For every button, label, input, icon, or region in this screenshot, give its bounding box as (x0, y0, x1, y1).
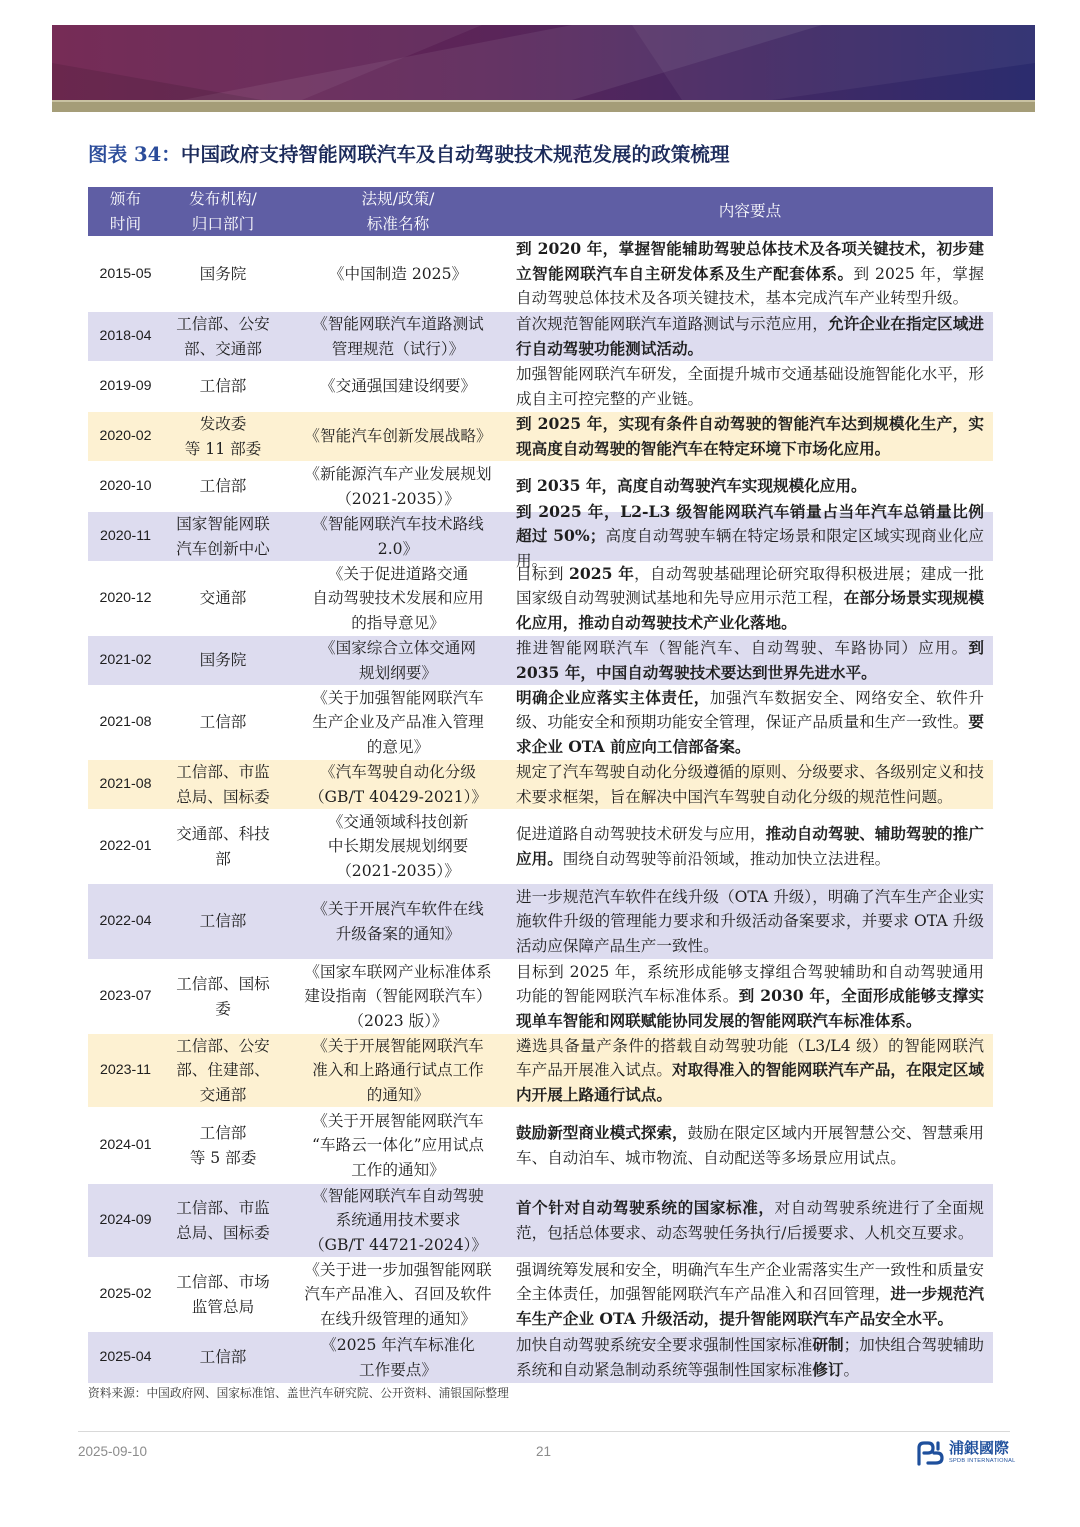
key-content-cell (513, 362, 993, 411)
issuer-cell (163, 636, 283, 685)
policy-name: 《中国制造 2025》 (328, 264, 468, 283)
brand-logo (916, 1439, 1016, 1467)
key-content-segment: 鼓励在限定区域内开展智慧公交、智慧乘用车、自动泊车、城市物流、自动配送等多场景应用试点。 (516, 1123, 984, 1167)
brand-name-english: SPDB INTERNATIONAL (949, 1458, 1016, 1464)
table-row (88, 412, 993, 462)
figure-title (88, 141, 730, 169)
key-content-cell (513, 1332, 993, 1383)
policy-name-cell (283, 686, 513, 759)
policy-name: 《2025 年汽车标准化 工作要点》 (321, 1335, 475, 1379)
key-content-cell (513, 501, 993, 570)
key-content-cell (513, 1108, 993, 1183)
key-content-segment: ，自动驾驶基础理论研究取得积极进展；建成一批国家级自动驾驶测试基地和先导应用示范工程， (516, 564, 984, 608)
key-content-cell (513, 810, 993, 883)
policy-name-cell (283, 512, 513, 561)
key-content (516, 1258, 984, 1332)
key-content-bold-segment: 允许企业在指定区域进行自动驾驶功能测试活动。 (516, 313, 984, 358)
policy-name-cell (283, 884, 513, 959)
issuer: 国务院 (199, 651, 247, 670)
issue-date-cell (88, 1184, 163, 1257)
issue-date: 2024-01 (99, 1137, 152, 1154)
key-content (516, 1196, 984, 1245)
header-policy-name-cell (283, 187, 513, 236)
issuer: 交通部 (199, 589, 247, 608)
key-content-bold-segment: 明确企业应落实主体责任， (516, 687, 710, 707)
issuer: 交通部、科技 部 (176, 824, 270, 868)
issue-date: 2021-02 (99, 652, 152, 669)
policy-name-cell (283, 1108, 513, 1183)
key-content-segment: 促进道路自动驾驶技术研发与应用， (516, 824, 766, 843)
policy-name-cell (283, 362, 513, 411)
key-content-cell (513, 237, 993, 311)
key-content-bold-segment: 2025 年 (569, 563, 635, 583)
policy-name-cell (283, 1258, 513, 1331)
table-row (88, 501, 993, 570)
issuer-cell (163, 884, 283, 959)
policy-name: 《智能网联汽车自动驾驶 系统通用技术要求 （GB/T 44721-2024）》 (308, 1186, 488, 1254)
policy-name-cell (283, 1332, 513, 1383)
issuer-cell (163, 362, 283, 411)
issuer: 工信部 (199, 1348, 247, 1367)
issuer: 工信部、国标 委 (176, 974, 270, 1018)
issue-date: 2022-04 (99, 913, 152, 930)
issue-date: 2025-02 (99, 1286, 152, 1303)
key-content-bold-segment: 到 2025 年，L2-L3 级智能网联汽车销量占当年汽车总销量比例超过 50%； (516, 501, 984, 546)
table-row (88, 810, 993, 884)
key-content-segment: 规定了汽车驾驶自动化分级遵循的原则、分级要求、各级别定义和技术要求框架，旨在解决中国汽车驾驶自动化分级的规范性问题。 (516, 762, 984, 806)
key-content-segment: 到 2025 年，掌握自动驾驶总体技术及各项关键技术，基本完成汽车产业转型升级。 (516, 264, 984, 308)
issuer-cell (163, 686, 283, 759)
issue-date-cell (88, 1332, 163, 1383)
policy-name: 《汽车驾驶自动化分级 （GB/T 40429-2021）》 (308, 762, 488, 806)
issue-date: 2020-11 (99, 528, 151, 545)
table-row (88, 636, 993, 686)
issuer-cell (163, 1258, 283, 1331)
issuer-cell (163, 960, 283, 1033)
issue-date-cell (88, 312, 163, 361)
key-content-bold-segment: 要求企业 OTA 前应向工信部备案。 (516, 712, 984, 756)
key-content-segment: 推进智能网联汽车（智能汽车、自动驾驶、车路协同）应用。 (516, 638, 969, 657)
issue-date-cell (88, 1034, 163, 1107)
key-content-segment: 强调统筹发展和安全，明确汽车生产企业需落实生产一致性和质量安全主体责任，加强智能网联汽车产品准入和召回管理， (516, 1260, 984, 1304)
table-row (88, 237, 993, 312)
issue-date-cell (88, 362, 163, 411)
key-content-cell (513, 884, 993, 959)
policy-name-cell (283, 237, 513, 311)
issue-date: 2015-05 (99, 265, 152, 282)
header-banner (52, 25, 1035, 112)
policy-name-cell (283, 636, 513, 685)
key-content-bold-segment: 到 2030 年，全面形成能够支撑实现单车智能和网联赋能协同发展的智能网联汽车标准体系。 (516, 986, 984, 1030)
issuer: 发改委 等 11 部委 (184, 414, 262, 458)
key-content-bold-segment: 研制 (812, 1334, 844, 1354)
issuer: 工信部 (199, 912, 247, 931)
issuer: 国家智能网联 汽车创新中心 (176, 514, 270, 558)
key-content-bold-segment: 在部分场景实现规模化应用，推动自动驾驶技术产业化落地。 (516, 588, 984, 632)
key-content-bold-segment: 修订 (812, 1359, 844, 1379)
key-content-cell (513, 412, 993, 461)
key-content-bold-segment: 到 2035 年，中国自动驾驶技术要达到世界先进水平。 (516, 637, 984, 682)
policy-name: 《关于开展汽车软件在线 升级备案的通知》 (312, 899, 484, 943)
figure-label: 图表 34： (88, 143, 181, 166)
table-header-row (88, 187, 993, 237)
issuer-cell (163, 462, 283, 511)
policy-name: 《关于开展智能网联汽车 准入和上路通行试点工作 的通知》 (312, 1036, 484, 1104)
issue-date-cell (88, 512, 163, 561)
key-content (516, 1121, 984, 1170)
key-content (516, 822, 984, 871)
key-content-cell (513, 1034, 993, 1107)
key-content-cell (513, 1258, 993, 1331)
key-content-cell (513, 760, 993, 809)
issue-date: 2021-08 (99, 776, 152, 793)
policy-name: 《智能网联汽车技术路线 2.0》 (312, 514, 484, 558)
policy-name: 《新能源汽车产业发展规划 （2021-2035）》 (304, 464, 492, 508)
issue-date-cell (88, 1108, 163, 1183)
issue-date-cell (88, 462, 163, 511)
policy-table (88, 187, 993, 1384)
issue-date: 2019-09 (99, 378, 152, 395)
key-content-segment: 对自动驾驶系统进行了全面规范，包括总体要求、动态驾驶任务执行/后援要求、人机交互要求。 (516, 1198, 984, 1242)
key-content-segment: 。 (843, 1360, 860, 1379)
key-content-segment: 遴选具备量产条件的搭载自动驾驶功能（L3/L4 级）的智能网联汽车产品开展准入试点。 (516, 1036, 984, 1080)
table-row (88, 362, 993, 412)
key-content-cell (513, 312, 993, 361)
policy-name-cell (283, 1184, 513, 1257)
policy-name: 《关于开展智能网联汽车 “车路云一体化”应用试点 工作的通知》 (312, 1111, 484, 1179)
header-issuer-cell (163, 187, 283, 236)
issue-date: 2023-07 (99, 988, 152, 1005)
issuer-cell (163, 810, 283, 883)
key-content (516, 1034, 984, 1108)
issue-date: 2020-10 (99, 478, 152, 495)
issuer: 国务院 (199, 264, 247, 283)
table-row (88, 1184, 993, 1258)
key-content-segment: 目标到 (516, 564, 570, 583)
policy-name-cell (283, 960, 513, 1033)
table-row (88, 1332, 993, 1384)
issuer-cell (163, 412, 283, 461)
key-content-segment: 加强汽车数据安全、网络安全、软件升级、功能安全和预期功能安全管理，保证产品质量和生产一致性。 (516, 688, 984, 732)
table-row (88, 312, 993, 362)
issuer: 工信部、公安 部、住建部、 交通部 (176, 1036, 270, 1104)
key-content (516, 885, 984, 959)
key-content (516, 312, 984, 361)
key-content-cell (513, 562, 993, 635)
issuer: 工信部、市监 总局、国标委 (176, 762, 270, 806)
key-content (516, 474, 984, 499)
policy-name-cell (283, 760, 513, 809)
page-number: 21 (536, 1444, 552, 1459)
policy-name-cell (283, 562, 513, 635)
key-content (516, 412, 984, 461)
key-content-segment: 加快自动驾驶系统安全要求强制性国家标准 (516, 1335, 813, 1354)
table-row (88, 1034, 993, 1108)
policy-name-cell (283, 810, 513, 883)
key-content-segment: 高度自动驾驶车辆在特定场景和限定区域实现商业化应用。 (516, 527, 984, 570)
issue-date-cell (88, 1258, 163, 1331)
key-content-segment: 进一步规范汽车软件在线升级（OTA 升级），明确了汽车生产企业实施软件升级的管理能力要求和升级活动备案要求，并要求 OTA 升级活动应保障产品生产一致性。 (516, 887, 984, 955)
policy-name-cell (283, 412, 513, 461)
key-content-cell (513, 686, 993, 759)
policy-name-cell (283, 312, 513, 361)
issue-date-cell (88, 237, 163, 311)
issuer-cell (163, 1332, 283, 1383)
key-content-bold-segment: 鼓励新型商业模式探索， (516, 1122, 688, 1142)
issue-date: 2025-04 (99, 1349, 152, 1366)
key-content (516, 237, 984, 311)
key-content-cell (513, 1184, 993, 1257)
policy-name: 《关于促进道路交通 自动驾驶技术发展和应用 的指导意见》 (312, 564, 484, 632)
key-content-bold-segment: 首个针对自动驾驶系统的国家标准， (516, 1197, 775, 1217)
policy-name: 《智能网联汽车道路测试 管理规范（试行）》 (312, 314, 484, 358)
issue-date-cell (88, 412, 163, 461)
policy-name: 《交通领域科技创新 中长期发展规划纲要 （2021-2035）》 (327, 812, 469, 880)
issuer-cell (163, 512, 283, 561)
source-note: 资料来源：中国政府网、国家标准馆、盖世汽车研究院、公开资料、浦银国际整理 (88, 1386, 509, 1400)
header-key-content: 内容要点 (718, 202, 782, 221)
issue-date: 2023-11 (99, 1062, 151, 1079)
policy-name: 《智能汽车创新发展战略》 (304, 427, 492, 446)
key-content-segment: 首次规范智能网联汽车道路测试与示范应用， (516, 314, 828, 333)
header-issue-date-cell (88, 187, 163, 236)
issuer-cell (163, 237, 283, 311)
issuer: 工信部 (199, 713, 247, 732)
issue-date-cell (88, 810, 163, 883)
key-content (516, 686, 984, 760)
issue-date: 2021-08 (99, 714, 152, 731)
key-content (516, 636, 984, 685)
issuer-cell (163, 1108, 283, 1183)
issue-date-cell (88, 562, 163, 635)
brand-name: 浦銀國際 (949, 1439, 1010, 1457)
issue-date-cell (88, 884, 163, 959)
key-content-segment: 目标到 2025 年，系统形成能够支撑组合驾驶辅助和自动驾驶通用功能的智能网联汽车标准体系。 (516, 962, 984, 1006)
issue-date-cell (88, 636, 163, 685)
issuer: 工信部 等 5 部委 (189, 1123, 257, 1167)
table-row (88, 562, 993, 636)
policy-name: 《关于加强智能网联汽车 生产企业及产品准入管理 的意见》 (312, 688, 484, 756)
policy-name-cell (283, 462, 513, 511)
issuer: 工信部、公安 部、交通部 (176, 314, 270, 358)
key-content-bold-segment: 到 2035 年，高度自动驾驶汽车实现规模化应用。 (516, 476, 867, 496)
policy-name: 《国家车联网产业标准体系 建设指南（智能网联汽车） （2023 版）》 (304, 962, 492, 1030)
key-content-bold-segment: 推动自动驾驶、辅助驾驶的推广应用。 (516, 823, 984, 868)
issuer: 工信部 (199, 477, 247, 496)
key-content-cell (513, 636, 993, 685)
header-issue-date: 颁布 时间 (109, 189, 142, 233)
key-content (516, 960, 984, 1034)
issuer: 工信部 (199, 377, 247, 396)
policy-name: 《关于进一步加强智能网联 汽车产品准入、召回及软件 在线升级管理的通知》 (304, 1260, 492, 1328)
table-row (88, 686, 993, 760)
issuer: 工信部、市监 总局、国标委 (176, 1198, 270, 1242)
key-content-cell (513, 960, 993, 1033)
figure-title-text: 中国政府支持智能网联汽车及自动驾驶技术规范发展的政策梳理 (180, 143, 730, 166)
key-content-segment: ；加快组合驾驶辅助系统和自动紧急制动系统等强制性国家标准 (516, 1335, 984, 1379)
header-banner-graphic (52, 25, 1035, 112)
issuer-cell (163, 562, 283, 635)
key-content (516, 1333, 984, 1382)
issue-date: 2024-09 (99, 1212, 152, 1229)
issue-date-cell (88, 960, 163, 1033)
issue-date: 2020-12 (99, 590, 152, 607)
issuer-cell (163, 1184, 283, 1257)
key-content (516, 760, 984, 809)
key-content-bold-segment: 到 2020 年，掌握智能辅助驾驶总体技术及各项关键技术，初步建立智能网联汽车自主研发体系及生产配套体系。 (516, 239, 984, 283)
issue-date: 2022-01 (99, 838, 152, 855)
issue-date: 2020-02 (99, 428, 152, 445)
issuer-cell (163, 312, 283, 361)
header-key-content-cell (513, 187, 993, 236)
table-row (88, 960, 993, 1034)
header-policy-name: 法规/政策/ 标准名称 (361, 189, 435, 233)
issue-date-cell (88, 686, 163, 759)
issuer-cell (163, 1034, 283, 1107)
banner-bottom-band-highlight (52, 100, 1035, 102)
key-content-bold-segment: 进一步规范汽车生产企业 OTA 升级活动，提升智能网联汽车产品安全水平。 (516, 1284, 984, 1328)
key-content-bold-segment: 对取得准入的智能网联汽车产品，在限定区域内开展上路通行试点。 (516, 1060, 984, 1104)
spdb-logo-icon (916, 1440, 946, 1466)
key-content-segment: 围绕自动驾驶等前沿领域，推动加快立法进程。 (562, 849, 891, 868)
table-row (88, 760, 993, 810)
issuer: 工信部、市场 监管总局 (176, 1272, 270, 1316)
table-row (88, 1108, 993, 1184)
policy-name-cell (283, 1034, 513, 1107)
policy-name: 《交通强国建设纲要》 (320, 377, 476, 396)
table-row (88, 884, 993, 960)
key-content (516, 362, 984, 411)
footer-divider (78, 1431, 1010, 1432)
key-content-segment: 加强智能网联汽车研发，全面提升城市交通基础设施智能化水平，形成自主可控完整的产业链。 (516, 364, 984, 408)
key-content (516, 562, 984, 636)
footer-date: 2025-09-10 (78, 1444, 148, 1459)
table-row (88, 1258, 993, 1332)
header-issuer: 发布机构/ 归口部门 (189, 189, 257, 233)
issue-date: 2018-04 (99, 328, 152, 345)
policy-name: 《国家综合立体交通网 规划纲要》 (320, 638, 476, 682)
issue-date-cell (88, 760, 163, 809)
issuer-cell (163, 760, 283, 809)
key-content-bold-segment: 到 2025 年，实现有条件自动驾驶的智能汽车达到规模化生产，实现高度自动驾驶的智能汽车在特定环境下市场化应用。 (516, 413, 984, 458)
